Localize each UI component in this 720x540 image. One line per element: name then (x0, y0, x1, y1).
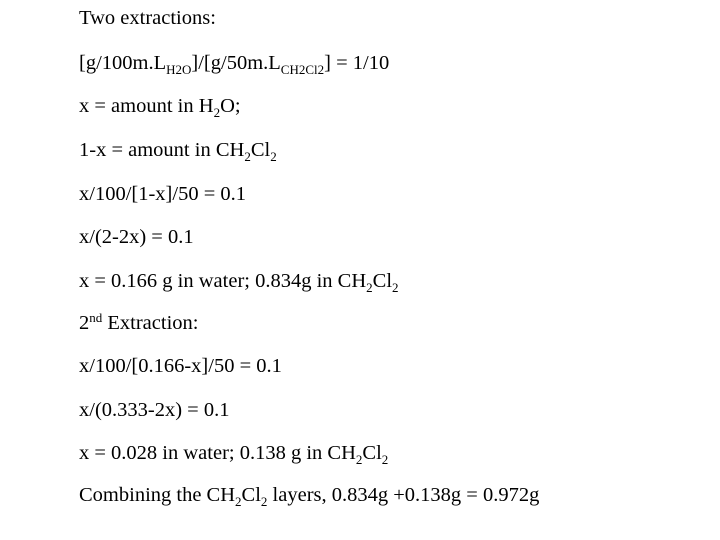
equation-second-simplified (79, 398, 230, 422)
line-text: x = 0.166 g in water; 0.834g in CH (79, 270, 367, 292)
ratio-part-dcm: ]/[g/50m.L (191, 52, 281, 74)
ratio-equation (79, 51, 389, 75)
heading-two-extractions (79, 6, 216, 30)
line-text: Cl (250, 139, 271, 161)
line-text: 1-x = amount in CH (79, 139, 245, 161)
equation-second-setup (79, 354, 282, 378)
subscript-2: 2 (392, 280, 399, 295)
subscript-2: 2 (235, 494, 242, 509)
combined-result (79, 483, 539, 507)
line-text: Cl (372, 270, 393, 292)
subscript-2: 2 (381, 452, 389, 467)
line-text: Cl (241, 484, 261, 506)
equation-first-setup (79, 182, 246, 206)
subscript-2: 2 (260, 494, 268, 509)
line-text: x/(0.333-2x) = 0.1 (79, 399, 230, 421)
line-text: Cl (362, 442, 382, 464)
definition-x-water (79, 94, 241, 118)
line-text: O; (220, 95, 241, 117)
subscript-2: 2 (244, 149, 251, 164)
ratio-result: ] = 1/10 (324, 52, 390, 74)
line-text: x = amount in H (79, 95, 214, 117)
line-text: x/100/[1-x]/50 = 0.1 (79, 183, 247, 205)
subscript-2: 2 (366, 280, 373, 295)
superscript-nd: nd (89, 310, 103, 325)
line-text: layers, 0.834g +0.138g = 0.972g (267, 484, 540, 506)
subscript-2: 2 (213, 105, 221, 120)
subscript-2: 2 (270, 149, 277, 164)
subscript-2: 2 (355, 452, 363, 467)
line-text: x/100/[0.166-x]/50 = 0.1 (79, 355, 282, 377)
line-text: Combining the CH (79, 484, 236, 506)
heading-second-extraction (79, 311, 198, 335)
subscript-h2o: H2O (166, 62, 192, 77)
result-second-extraction (79, 441, 388, 465)
line-text: Two extractions: (79, 7, 216, 29)
line-text: x/(2-2x) = 0.1 (79, 226, 194, 248)
result-first-extraction (79, 269, 399, 293)
equation-first-simplified (79, 225, 194, 249)
subscript-ch2cl2: CH2Cl2 (280, 62, 325, 77)
ratio-part-water: [g/100m.L (79, 52, 167, 74)
line-text: 2 (79, 312, 90, 334)
line-text: x = 0.028 in water; 0.138 g in CH (79, 442, 356, 464)
line-text: Extraction: (102, 312, 199, 334)
definition-1-x-dcm (79, 138, 277, 162)
